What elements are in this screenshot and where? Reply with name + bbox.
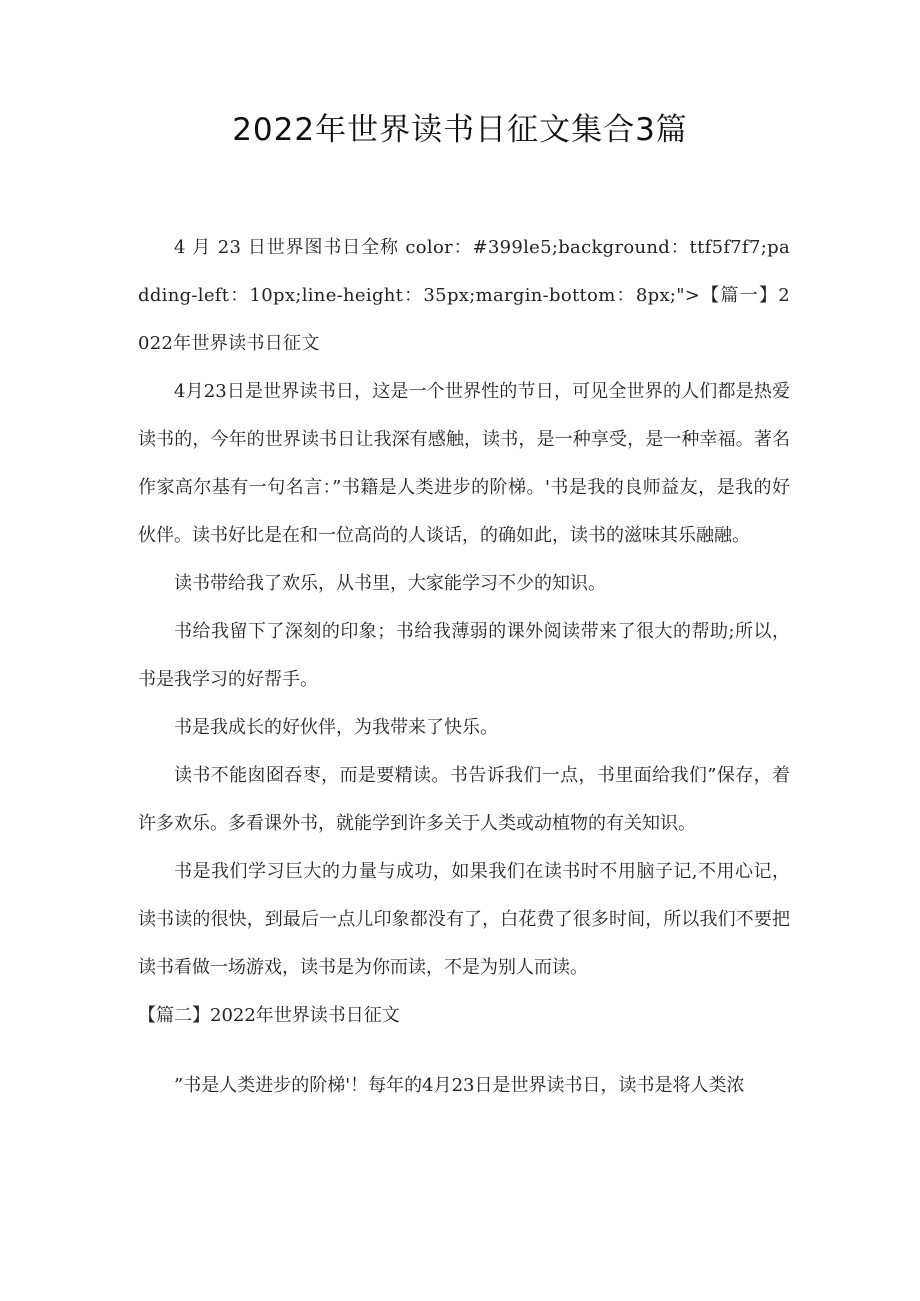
intro-paragraph: 4 月 23 日世界图书日全称 color：#399le5;background：ttf5f7f7;padding-left：10px;line-height：35px;margin-bottom：8px;">【篇一】2022年世界读书日征文 (138, 237, 790, 354)
paragraph: 4月23日是世界读书日，这是一个世界性的节日，可见全世界的人们都是热爱读书的，今年的世界读书日让我深有感触，读书，是一种享受，是一种幸福。著名作家高尔基有一句名言：”书籍是人类进步的阶梯。'书是我的良师益友，是我的好伙伴。读书好比是在和一位高尚的人谈话，的确如此，读书的滋味其乐融融。 (138, 381, 790, 546)
paragraph: 读书带给我了欢乐，从书里，大家能学习不少的知识。 (174, 573, 606, 594)
paragraph: 书是我成长的好伙伴，为我带来了快乐。 (174, 717, 498, 738)
paragraph: 书给我留下了深刻的印象；书给我薄弱的课外阅读带来了很大的帮助;所以，书是我学习的好帮手。 (138, 621, 790, 690)
paragraph: 书是我们学习巨大的力量与成功，如果我们在读书时不用脑子记,不用心记，读书读的很快，到最后一点儿印象都没有了，白花费了很多时间，所以我们不要把读书看做一场游戏，读书是为你而读，不是为别人而读。 (138, 861, 790, 978)
paragraph: ”书是人类进步的阶梯'！每年的4月23日是世界读书日，读书是将人类浓 (174, 1075, 745, 1096)
document-title: 2022年世界读书日征文集合3篇 (232, 112, 688, 148)
document-body (138, 224, 790, 1110)
paragraph: 读书不能囱囵吞枣，而是要精读。书告诉我们一点，书里面给我们”保存，着许多欢乐。多看课外书，就能学到许多关于人类或动植物的有关知识。 (138, 765, 790, 834)
spacer (138, 1040, 790, 1062)
section-heading: 【篇二】2022年世界读书日征文 (138, 1005, 400, 1026)
